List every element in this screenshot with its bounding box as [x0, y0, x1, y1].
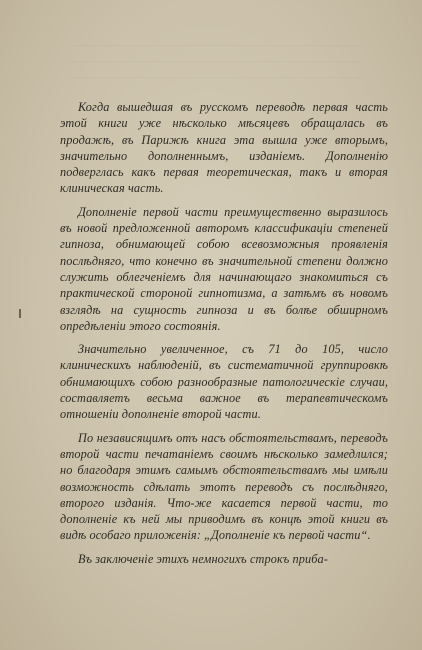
body-text — [60, 99, 388, 567]
margin-mark — [19, 309, 21, 318]
paragraph-4: По независящимъ отъ насъ обстоятельствамъ, переводъ второй части печатаніемъ своимъ нѣсколько замедлился; но благодаря этимъ самымъ обстоятельствамъ мы имѣли возможность сдѣлать этотъ переводъ съ послѣдняго, второго изданія. Что-же касается первой части, то дополненіе къ ней мы приводимъ въ концѣ этой книги въ видѣ особаго приложенія: „Дополненіе къ первой части“. — [60, 430, 388, 543]
paragraph-3: Значительно увеличенное, съ 71 до 105, число клиническихъ наблюденій, въ систематичной группировкѣ обнимающихъ собою разнообразные патологическіе случаи, составляетъ весьма важное въ терапевтическомъ отношеніи дополненіе второй части. — [60, 342, 388, 422]
paragraph-1: Когда вышедшая въ русскомъ переводѣ первая часть этой книги уже нѣсколько мѣсяцевъ обращалась въ продажѣ, въ Парижѣ книга эта вышла уже вторымъ, значительно дополненнымъ, изданіемъ. Дополненію подверглась какъ первая теоретическая, такъ и вторая клиническая часть. — [60, 100, 388, 196]
show-through-text — [70, 38, 360, 78]
paragraph-2: Дополненіе первой части преимущественно выразилось въ новой предложенной авторомъ классификаціи степеней гипноза, обнимающей собою всевозможныя проявленія послѣдняго, что конечно въ значительной степени должно служить облегченіемъ для начинающаго знакомиться съ практической стороной гипнотизма, а затѣмъ въ новомъ взглядѣ на сущность гипноза и въ болѣе обширномъ опредѣленіи этого состоянія. — [60, 204, 388, 333]
paragraph-5: Въ заключеніе этихъ немногихъ строкъ приба- — [78, 551, 328, 566]
